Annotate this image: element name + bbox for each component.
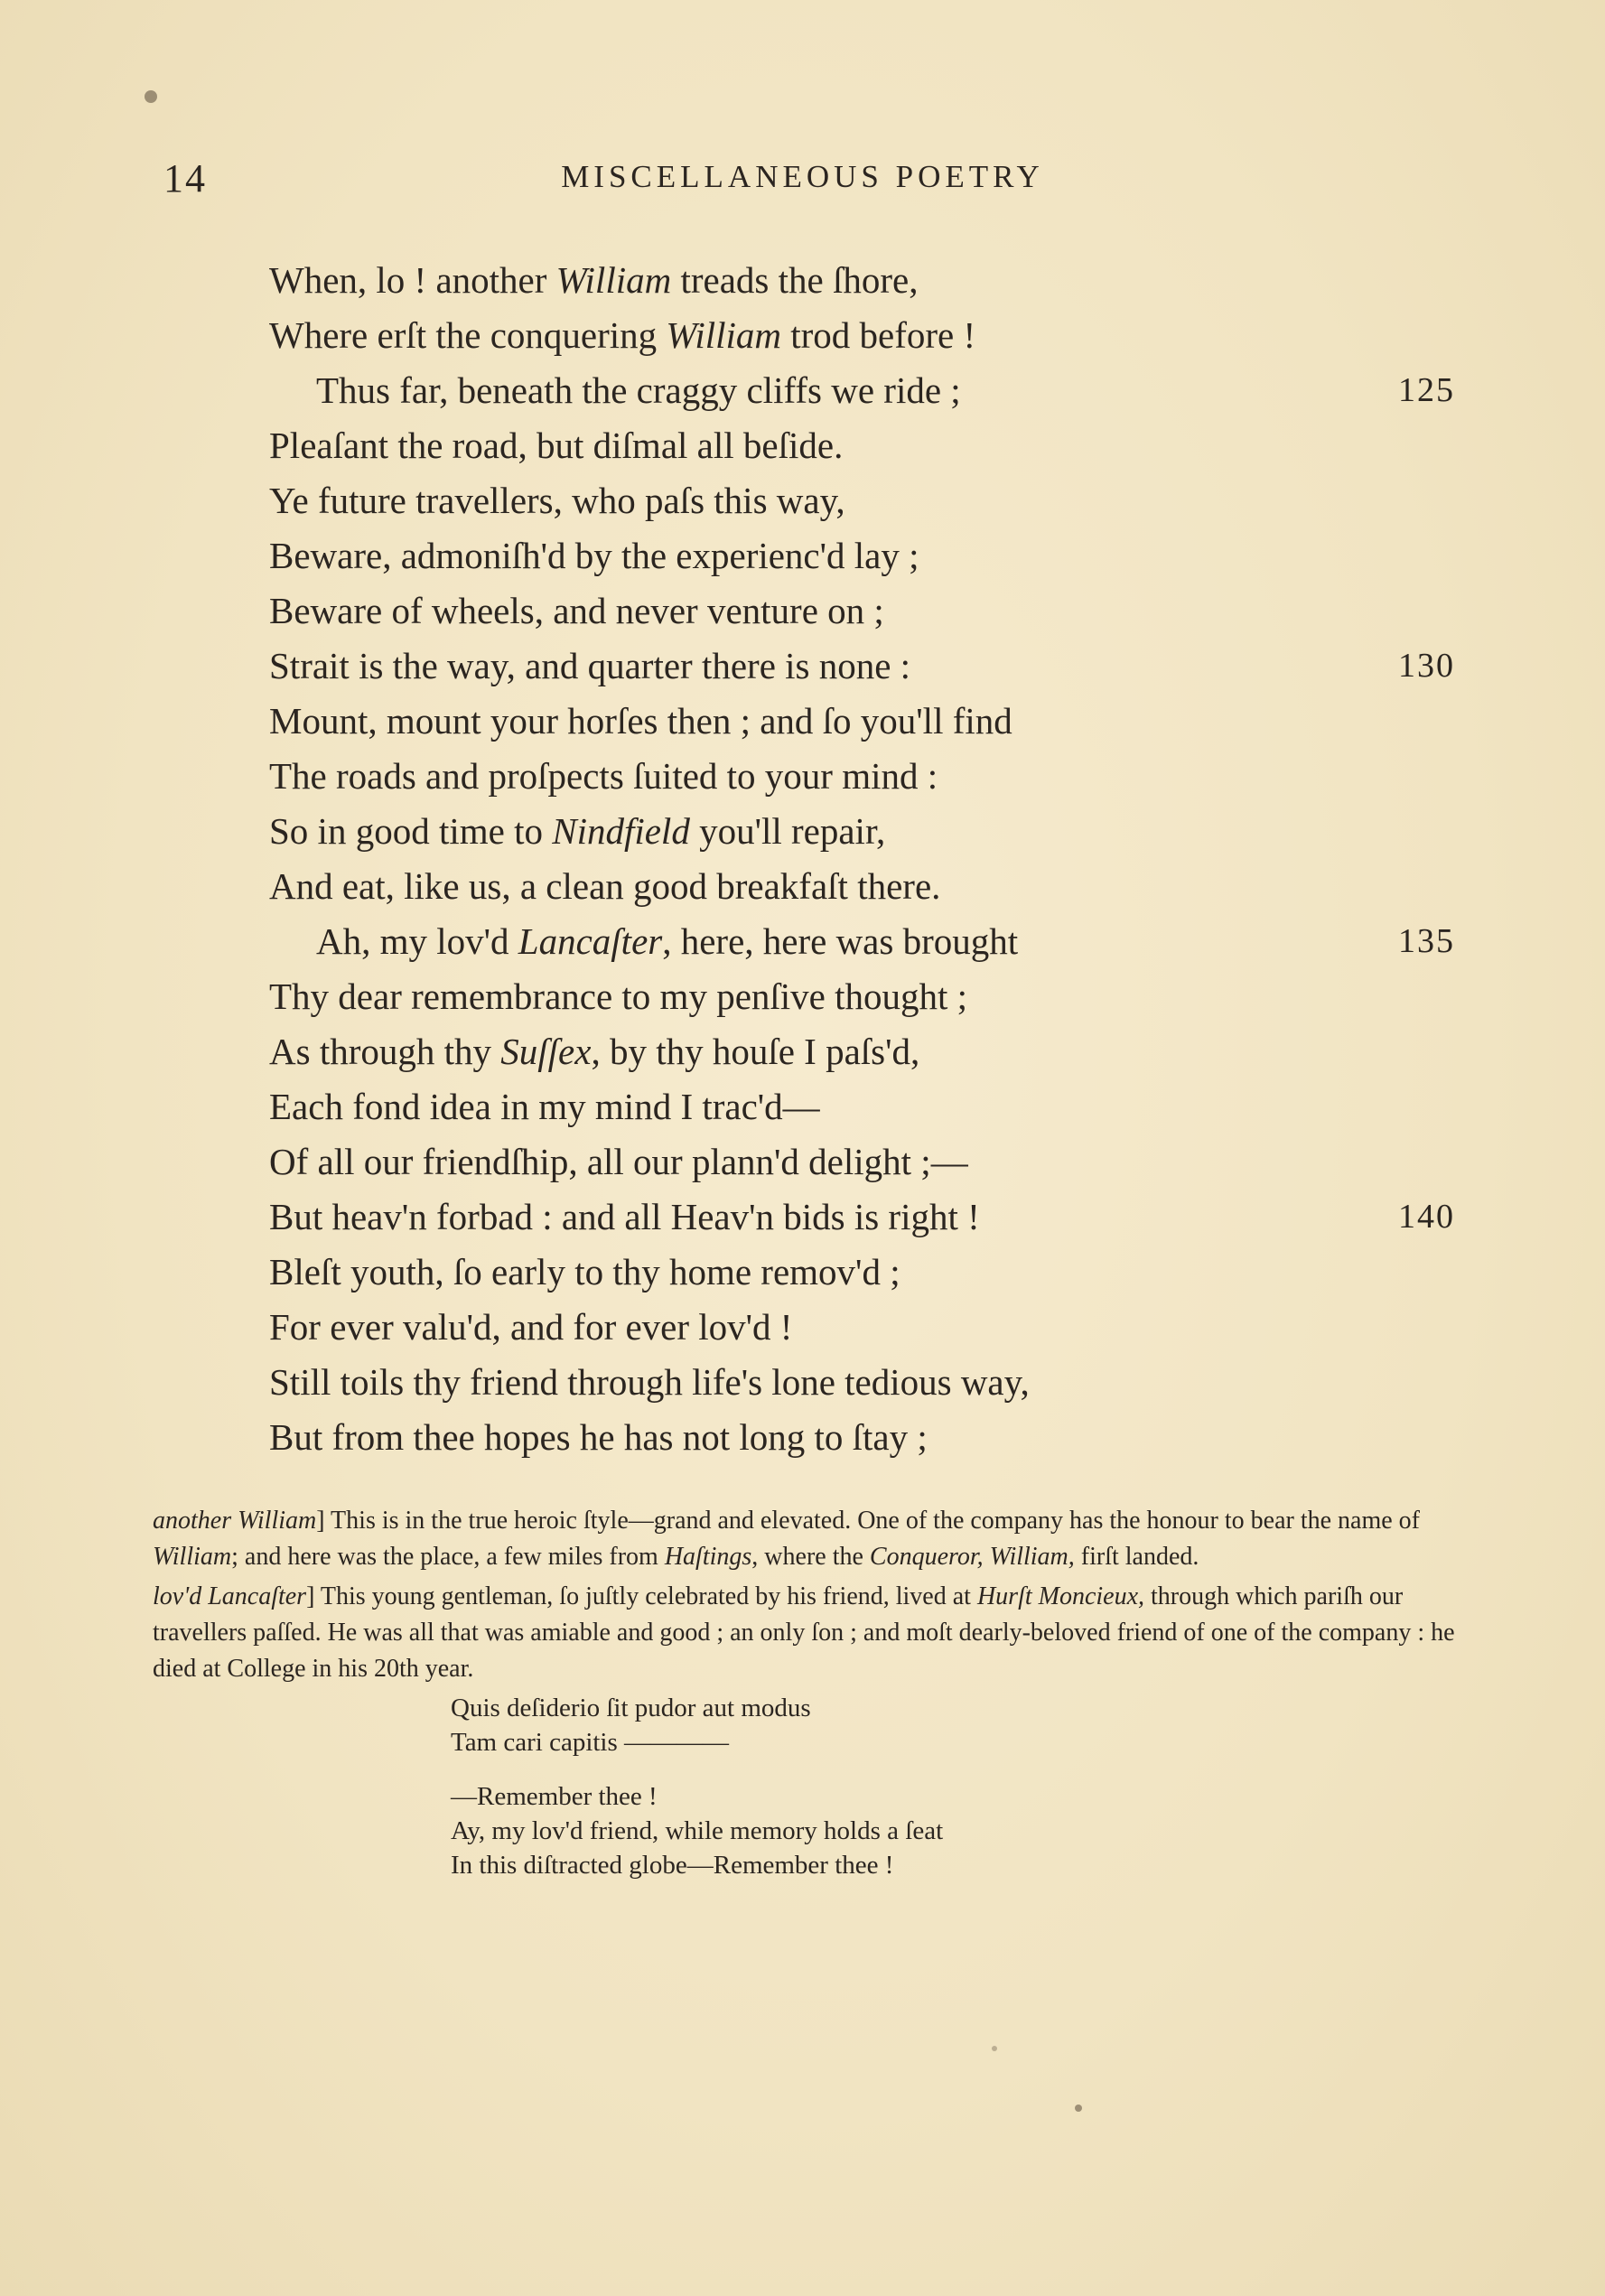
footnote-quotation — [451, 1691, 1471, 1882]
verse-italic: Lancaſter — [518, 920, 663, 962]
note-italic: Hurſt Moncieux, — [976, 1582, 1145, 1610]
verse-segment: When, lo ! another — [269, 259, 556, 301]
verse-segment: Ah, my lov'd — [316, 920, 518, 962]
verse-text — [269, 480, 845, 521]
line-number: 140 — [1398, 1198, 1455, 1236]
verse-segment: Bleſt youth, ſo early to thy home remov'd ; — [269, 1251, 900, 1293]
footnote-lancaster — [153, 1579, 1471, 1687]
verse-text — [269, 1086, 820, 1127]
note-lemma: another William — [153, 1507, 317, 1535]
verse-line — [269, 1355, 1516, 1410]
line-number: 130 — [1398, 647, 1455, 685]
verse-segment: Ye future travellers, who paſs this way, — [269, 480, 845, 521]
verse-line — [269, 1190, 1516, 1245]
verse-text — [269, 1306, 792, 1348]
note-text: firſt landed. — [1074, 1543, 1199, 1571]
running-head: MISCELLANEOUS POETRY — [561, 159, 1044, 194]
verse-text — [269, 700, 1012, 742]
verse-text — [269, 810, 885, 852]
verse-segment: , by thy houſe I paſs'd, — [591, 1031, 920, 1072]
verse-segment: Of all our friendſhip, all our plann'd delight ;— — [269, 1141, 968, 1182]
verse-line — [269, 583, 1516, 639]
note-text: This is in the true heroic ſtyle—grand and elevated. One of the company has the honour to bear the name of — [324, 1507, 1420, 1535]
verse-segment: For ever valu'd, and for ever lov'd ! — [269, 1306, 793, 1348]
verse-text — [269, 425, 843, 466]
verse-text — [269, 535, 919, 576]
verse-segment: , here, here was brought — [662, 920, 1019, 962]
verse-segment: Pleaſant the road, but diſmal all beſide. — [269, 425, 844, 466]
quote-line: In this diſtracted globe—Remember thee ! — [451, 1851, 894, 1880]
verse-line — [269, 363, 1516, 418]
verse-text — [269, 314, 975, 356]
poem — [269, 253, 1516, 1465]
verse-line — [269, 694, 1516, 749]
verse-line — [269, 473, 1516, 528]
verse-text — [269, 755, 938, 797]
verse-line — [269, 969, 1516, 1024]
verse-text — [269, 1251, 900, 1293]
note-text: , where the — [751, 1543, 870, 1571]
page-number: 14 — [163, 156, 207, 201]
verse-italic: Suſſex — [500, 1031, 592, 1072]
verse-segment: Strait is the way, and quarter there is none : — [269, 645, 911, 686]
verse-text — [269, 1361, 1030, 1403]
note-text: This young gentleman, ſo juſtly celebrated by his friend, lived at — [314, 1582, 977, 1610]
quote-line: Quis deſiderio ſit pudor aut modus — [451, 1694, 811, 1722]
verse-segment: Beware, admoniſh'd by the experienc'd lay ; — [269, 535, 919, 576]
verse-segment: Mount, mount your horſes then ; and ſo you'll find — [269, 700, 1012, 742]
verse-italic: William — [666, 314, 781, 356]
verse-segment: you'll repair, — [689, 810, 886, 852]
verse-text — [269, 1141, 968, 1182]
verse-text — [269, 645, 910, 686]
verse-line — [269, 1024, 1516, 1079]
verse-line — [269, 639, 1516, 694]
verse-segment: trod before ! — [781, 314, 976, 356]
quote-line: —Remember thee ! — [451, 1782, 658, 1811]
verse-italic: William — [555, 259, 672, 301]
verse-line — [269, 749, 1516, 804]
verse-segment: But heav'n forbad : and all Heav'n bids is right ! — [269, 1196, 980, 1237]
footnote-william — [153, 1503, 1471, 1575]
verse-text — [269, 920, 1018, 962]
verse-segment: The roads and proſpects ſuited to your mind : — [269, 755, 938, 797]
verse-text — [269, 259, 918, 301]
verse-segment: Beware of wheels, and never venture on ; — [269, 590, 884, 631]
note-lemma: lov'd Lancaſter — [153, 1582, 307, 1610]
verse-line — [269, 804, 1516, 859]
verse-line — [269, 528, 1516, 583]
paper-speck — [145, 90, 157, 103]
verse-segment: But from thee hopes he has not long to ſtay ; — [269, 1416, 928, 1458]
verse-segment: treads the ſhore, — [671, 259, 919, 301]
verse-line — [269, 914, 1516, 969]
quote-line: Tam cari capitis ———— — [451, 1728, 730, 1757]
verse-text — [269, 975, 967, 1017]
verse-text — [269, 369, 961, 411]
verse-line — [269, 1134, 1516, 1190]
verse-line — [269, 1410, 1516, 1465]
verse-line — [269, 1245, 1516, 1300]
verse-text — [269, 590, 884, 631]
verse-segment: As through thy — [269, 1031, 501, 1072]
note-text: ; and here was the place, a few miles from — [231, 1543, 665, 1571]
verse-line — [269, 859, 1516, 914]
note-italic: Haſtings — [664, 1543, 752, 1571]
line-number: 135 — [1398, 922, 1455, 960]
verse-segment: Each fond idea in my mind I trac'd— — [269, 1086, 820, 1127]
verse-segment: And eat, like us, a clean good breakfaſt there. — [269, 865, 941, 907]
verse-segment: Where erſt the conquering — [269, 314, 667, 356]
note-text: through which pariſh our travellers paſſed. He was all that was amiable and good ; an only ſon ; and moſt dearly-beloved friend of one of the company : he died at College in his 20th year. — [153, 1582, 1455, 1683]
footnotes — [153, 1503, 1471, 1882]
note-bracket: ] — [316, 1507, 325, 1535]
paper-speck — [992, 2046, 997, 2051]
verse-text — [269, 865, 940, 907]
quote-line: Ay, my lov'd friend, while memory holds a ſeat — [451, 1816, 944, 1845]
verse-line — [269, 253, 1516, 308]
verse-segment: Still toils thy friend through life's lone tedious way, — [269, 1361, 1030, 1403]
verse-italic: Nindfield — [552, 810, 690, 852]
verse-line — [269, 418, 1516, 473]
verse-segment: Thus far, beneath the craggy cliffs we ride ; — [316, 369, 961, 411]
verse-segment: So in good time to — [269, 810, 553, 852]
verse-line — [269, 308, 1516, 363]
verse-text — [269, 1416, 928, 1458]
note-italic: William — [153, 1543, 232, 1571]
note-bracket: ] — [306, 1582, 315, 1610]
verse-line — [269, 1079, 1516, 1134]
line-number: 125 — [1398, 371, 1455, 409]
verse-segment: Thy dear remembrance to my penſive thought ; — [269, 975, 968, 1017]
paper-speck — [1075, 2105, 1082, 2112]
verse-line — [269, 1300, 1516, 1355]
verse-text — [269, 1031, 919, 1072]
note-italic: Conqueror, William, — [869, 1543, 1075, 1571]
verse-text — [269, 1196, 980, 1237]
